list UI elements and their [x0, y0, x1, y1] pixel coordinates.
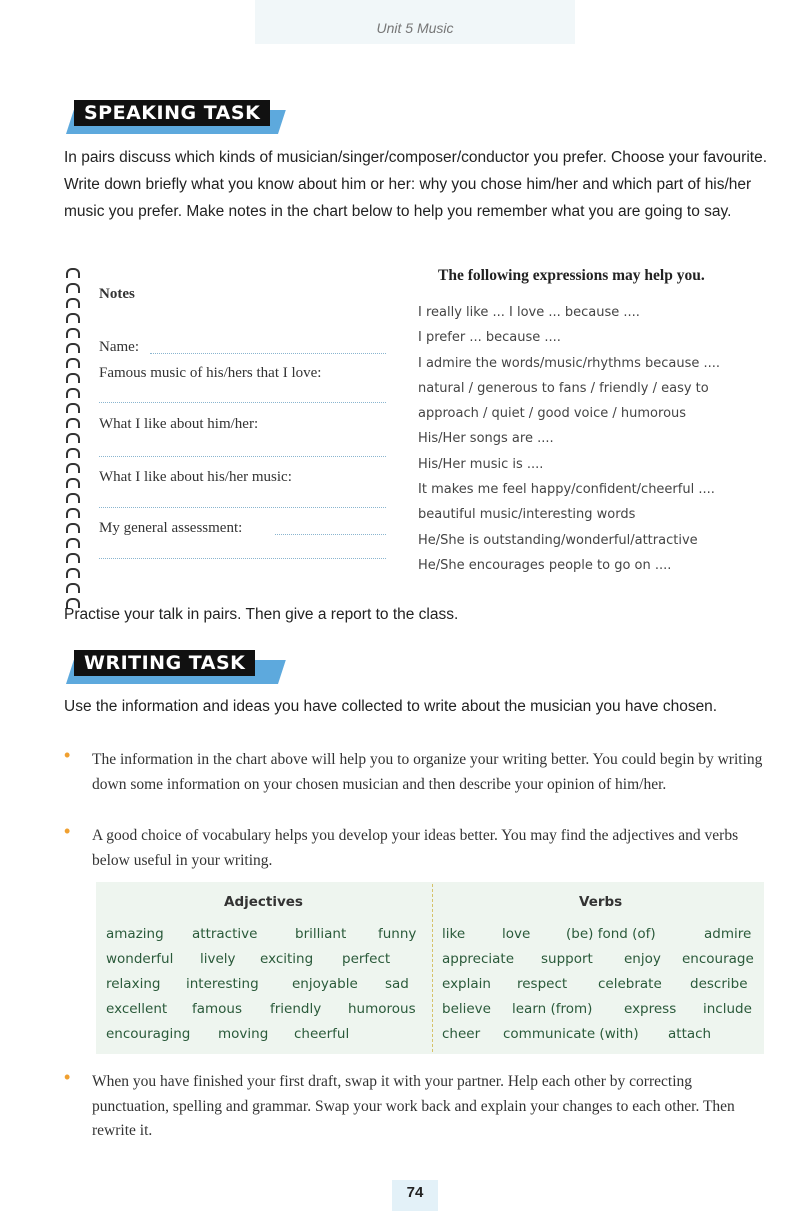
adjective: excellent: [106, 1001, 168, 1017]
adjective: brilliant: [295, 926, 347, 942]
speaking-intro: In pairs discuss which kinds of musician/singer/composer/conductor you prefer. Choose your favourite. Write down briefly what you know about him or her: why you chose him/her and which part of his/her music you prefer. Make notes in the chart below to help you remember what you are going to say.: [64, 149, 768, 220]
adjective: friendly: [270, 1001, 322, 1017]
vocab-row: [0, 926, 800, 951]
verb: believe: [442, 1001, 491, 1017]
verb: encourage: [682, 951, 754, 967]
writing-bullet-2: A good choice of vocabulary helps you develop your ideas better. You may find the adjectives and verbs below useful in your writing.: [92, 827, 739, 869]
adjective: moving: [218, 1026, 269, 1042]
verb: respect: [517, 976, 568, 992]
adjective: sad: [385, 976, 409, 992]
verb: admire: [704, 926, 752, 942]
expression-item: I admire the words/music/rhythms because ....: [418, 355, 721, 371]
expression-item: I really like ... I love ... because ....: [418, 305, 640, 320]
adjective: lively: [200, 951, 236, 967]
note-field-name-label: Name:: [99, 339, 139, 355]
note-field-like-music-label: What I like about his/her music:: [99, 469, 292, 485]
expression-item: His/Her songs are ....: [418, 431, 554, 447]
note-field-like-music-line[interactable]: [99, 506, 386, 508]
verb: (be) fond (of): [566, 926, 656, 942]
note-field-assessment-line[interactable]: [275, 533, 386, 535]
writing-task-title: WRITING TASK: [74, 650, 255, 676]
verb: love: [502, 926, 531, 942]
vocab-row: [0, 976, 800, 1001]
notebook-rings: [66, 268, 82, 613]
verb: appreciate: [442, 951, 515, 967]
note-field-assessment-label: My general assessment:: [99, 520, 243, 536]
expressions-title: The following expressions may help you.: [438, 267, 705, 284]
expressions-list: [418, 300, 768, 578]
practise-instruction: Practise your talk in pairs. Then give a report to the class.: [64, 606, 459, 623]
expression-item: approach / quiet / good voice / humorous: [418, 406, 687, 422]
verb: include: [703, 1001, 752, 1017]
note-field-like-person-label: What I like about him/her:: [99, 416, 259, 432]
page-number: 74: [406, 1184, 424, 1201]
note-field-assessment-line-2[interactable]: [99, 557, 386, 559]
verb: communicate (with): [503, 1026, 639, 1042]
note-field-like-person-line[interactable]: [99, 455, 386, 457]
adjective: relaxing: [106, 976, 161, 992]
vocab-row: [0, 1001, 800, 1026]
verb: support: [541, 951, 593, 967]
adjective: enjoyable: [292, 976, 358, 992]
expression-item: It makes me feel happy/confident/cheerful ....: [418, 482, 715, 498]
verb: cheer: [442, 1026, 481, 1042]
verb: like: [442, 926, 466, 942]
notes-title: Notes: [99, 286, 135, 302]
note-field-famous-music-label: Famous music of his/hers that I love:: [99, 365, 322, 381]
adjective: encouraging: [106, 1026, 191, 1042]
expression-item: I prefer ... because ....: [418, 330, 561, 346]
expression-item: He/She is outstanding/wonderful/attractive: [418, 532, 698, 548]
writing-intro: Use the information and ideas you have collected to write about the musician you have chosen.: [64, 698, 718, 715]
expression-item: He/She encourages people to go on ....: [418, 557, 672, 573]
verb: describe: [690, 976, 748, 992]
bullet-dot: •: [64, 821, 71, 841]
vocab-row: [0, 1026, 800, 1051]
unit-title: Unit 5 Music: [376, 20, 454, 36]
writing-task-banner: [66, 650, 278, 686]
adjective: perfect: [342, 951, 391, 967]
adjective: funny: [378, 926, 417, 942]
adjective: amazing: [106, 926, 164, 942]
verb: learn (from): [512, 1001, 593, 1017]
adjective: cheerful: [294, 1026, 350, 1042]
adjective: wonderful: [106, 951, 174, 967]
adjective: exciting: [260, 951, 314, 967]
speaking-task-title: SPEAKING TASK: [74, 100, 270, 126]
expression-item: natural / generous to fans / friendly / easy to: [418, 380, 709, 396]
adjective: interesting: [186, 976, 259, 992]
note-field-famous-music-line[interactable]: [99, 401, 386, 403]
verb: attach: [668, 1026, 712, 1042]
speaking-task-banner: [66, 100, 278, 136]
vocab-row: [0, 951, 800, 976]
note-field-name-line[interactable]: [150, 352, 386, 354]
adjective: famous: [192, 1001, 243, 1017]
adjective: humorous: [348, 1001, 416, 1017]
adjective: attractive: [192, 926, 258, 942]
expression-item: beautiful music/interesting words: [418, 507, 636, 523]
verb: celebrate: [598, 976, 662, 992]
verb: express: [624, 1001, 677, 1017]
adjectives-heading: Adjectives: [224, 894, 303, 910]
writing-bullet-1: The information in the chart above will help you to organize your writing better. You could begin by writing down some information on your chosen musician and then describe your opinion of him/her.: [92, 751, 763, 793]
bullet-dot: •: [64, 1067, 71, 1087]
expression-item: His/Her music is ....: [418, 456, 544, 472]
vocabulary-grid: [0, 926, 800, 1056]
writing-bullet-3: When you have finished your first draft, swap it with your partner. Help each other by correcting punctuation, spelling and grammar. Swap your work back and explain your changes to each other. Then rewrite it.: [92, 1073, 735, 1139]
verbs-heading: Verbs: [579, 894, 623, 910]
verb: enjoy: [624, 951, 661, 967]
verb: explain: [442, 976, 491, 992]
bullet-dot: •: [64, 745, 71, 765]
